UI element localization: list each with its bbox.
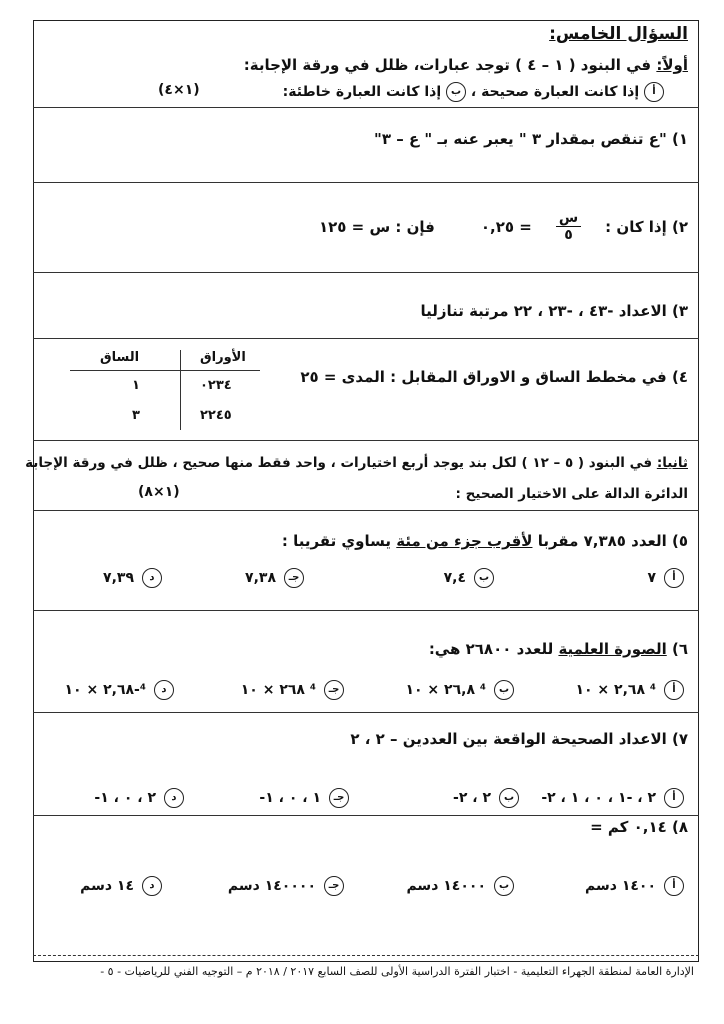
divider [33,712,699,713]
question-heading: السؤال الخامس: [549,24,688,44]
q6-number: ٦) [671,640,688,658]
option-text: -٢ ، -١ ، ٠ ، ١ ، ٢ [541,790,656,806]
option-text: ٢,٦٨ × ١٠-⁴ [64,682,146,698]
q5-number: ٥) [671,532,688,550]
option-circle-icon[interactable]: د [142,876,162,896]
stem-header: الساق [100,350,140,365]
option-text: ١٤٠٠٠٠ دسم [227,878,316,894]
option-circle-icon[interactable]: ب [494,876,514,896]
leaves-header: الأوراق [200,350,246,365]
q6-underlined: الصورة العلمية [558,640,667,658]
part1-label: أولاً: [656,56,688,74]
divider [33,440,699,441]
q5-stem: العدد ٧,٣٨٥ مقربا [537,532,667,550]
option-circle-icon[interactable]: ب [474,568,494,588]
q6-option-c[interactable] [241,680,344,700]
option-text: ١٤٠٠ دسم [585,878,656,894]
true-text: إذا كانت العبارة صحيحة ، [470,84,640,100]
divider [33,272,699,273]
q6-option-d[interactable] [65,680,174,700]
question-8: ٨) ٠,١٤ كم = [590,818,688,836]
q6-post: للعدد ٢٦٨٠٠ هي: [428,640,554,658]
stem-row-1: ١ [132,378,140,393]
q2-prefix: ٢) إذا كان : [605,217,688,236]
option-circle-icon[interactable]: د [164,788,184,808]
option-circle-icon[interactable]: ب [494,680,514,700]
false-mark-icon: ب [446,82,466,102]
q5-post: يساوي تقريبا : [281,532,392,550]
part1-instruction: في البنود ( ١ – ٤ ) توجد عبارات، ظلل في ورقة الإجابة: [243,56,652,74]
question-1: ١) "ع تنقص بمقدار ٣ " يعبر عنه بـ " ع – ٣" [374,130,688,148]
option-circle-icon[interactable]: د [154,680,174,700]
option-circle-icon[interactable]: أ [664,680,684,700]
true-mark-icon: أ [644,82,664,102]
question-4: ٤) في مخطط الساق و الاوراق المقابل : المدى = ٢٥ [300,368,688,386]
option-circle-icon[interactable]: ب [499,788,519,808]
part2-label: ثانيا: [656,455,688,471]
question-3: ٣) الاعداد -٤٣ ، -٢٣ ، ٢٢ مرتبة تنازليا [420,302,688,320]
part1-score: (١×٤) [158,82,200,98]
option-text: ٢٦,٨ × ١٠ ⁴ [405,682,486,698]
option-circle-icon[interactable]: جـ [324,876,344,896]
q2-fraction [556,210,581,243]
q8-option-b[interactable] [406,876,514,896]
q8-option-a[interactable] [585,876,684,896]
q2-then: فإن : س = ١٢٥ [318,217,435,236]
option-text: -١ ، ٠ ، ١ [259,790,321,806]
q7-option-a[interactable] [541,788,684,808]
option-circle-icon[interactable]: جـ [329,788,349,808]
option-circle-icon[interactable]: أ [664,876,684,896]
q5-option-a[interactable] [647,568,684,588]
option-text: ٧,٣٨ [245,570,276,586]
footer-divider [33,955,699,956]
part2-instruction-line [25,455,688,471]
question-2 [319,210,688,243]
q8-option-c[interactable] [228,876,344,896]
option-circle-icon[interactable]: أ [664,568,684,588]
stem-row-2: ٣ [132,408,140,423]
q6-option-a[interactable] [575,680,684,700]
part2-instruction-2: الدائرة الدالة على الاختيار الصحيح : [455,486,688,502]
part2-score: (١×٨) [138,484,180,500]
q7-option-d[interactable] [94,788,184,808]
option-circle-icon[interactable]: جـ [284,568,304,588]
question-7: ٧) الاعداد الصحيحة الواقعة بين العددين – ٢ ، ٢ [350,730,688,748]
option-text: ١٤ دسم [80,878,134,894]
q7-option-c[interactable] [259,788,349,808]
option-text: ١٤٠٠٠ دسم [406,878,486,894]
q2-equals: = ٠,٢٥ [480,217,532,236]
option-text: ٢,٦٨ × ١٠ ⁴ [575,682,656,698]
divider [33,610,699,611]
option-text: -٢ ، ٠ ، ١ [94,790,156,806]
leaves-row-1: ٠٢٣٤ [200,378,232,393]
q5-option-c[interactable] [245,568,304,588]
q2-numerator: س [556,210,581,227]
q5-underlined: لأقرب جزء من مئة [396,532,533,550]
divider [33,510,699,511]
part1-instruction-line [244,56,688,74]
part1-legend [283,82,664,102]
option-text: -٢ ، ٢ [453,790,491,806]
q5-option-d[interactable] [103,568,162,588]
question-5 [282,532,688,550]
q7-option-b[interactable] [453,788,519,808]
option-circle-icon[interactable]: د [142,568,162,588]
q5-option-b[interactable] [444,568,494,588]
question-6 [429,640,688,658]
option-text: ٧,٤ [443,570,466,586]
option-text: ٢٦٨ × ١٠ ⁴ [240,682,316,698]
divider [33,182,699,183]
q2-denominator: ٥ [564,227,573,243]
divider [33,815,699,816]
part2-instruction: في البنود ( ٥ – ١٢ ) لكل بند يوجد أربع اختيارات ، واحد فقط منها صحيح ، ظلل في ورقة الإجابة [25,455,653,471]
option-text: ٧,٣٩ [103,570,134,586]
false-text: إذا كانت العبارة خاطئة: [282,84,442,100]
q8-option-d[interactable] [80,876,162,896]
option-circle-icon[interactable]: أ [664,788,684,808]
option-text: ٧ [647,570,656,586]
divider [33,107,699,108]
q6-option-b[interactable] [405,680,514,700]
option-circle-icon[interactable]: جـ [324,680,344,700]
divider [33,338,699,339]
page-footer: الإدارة العامة لمنطقة الجهراء التعليمية - اختبار الفترة الدراسية الأولى للصف السابع ٢٠١٧ / ٢٠١٨ م – التوجيه الفني للرياضيات - ٥ - [100,965,694,978]
leaves-row-2: ٢٢٤٥ [200,408,232,423]
